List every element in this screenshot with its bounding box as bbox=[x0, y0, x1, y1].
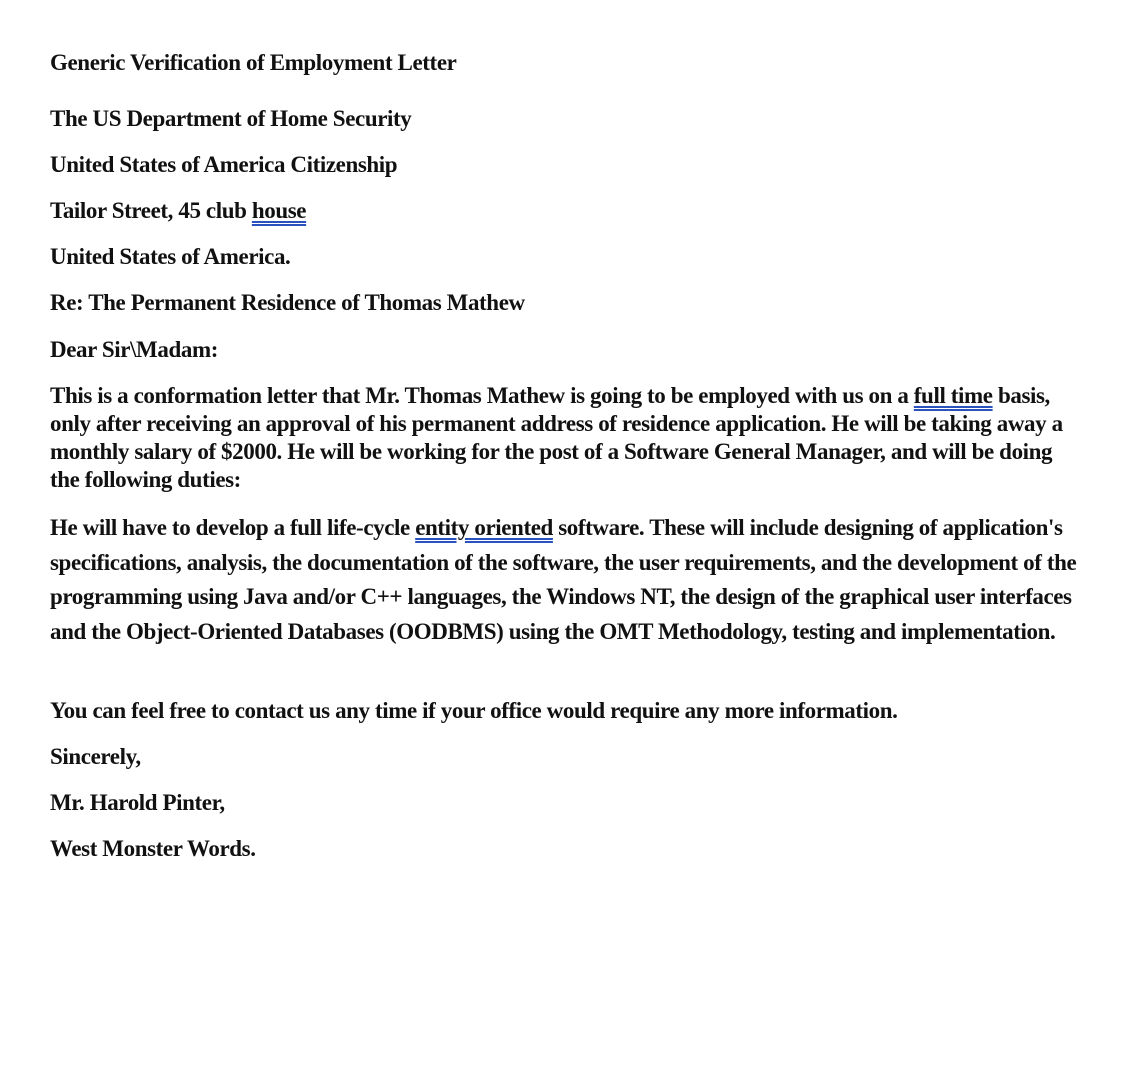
letter-title: Generic Verification of Employment Letter bbox=[50, 50, 457, 75]
paragraph-2-text-b: software. These will include designing of application's specifications, analysis, the documentation of the software, the user requirements, and the development of the programming using Java and/or C++ languages, the Windows NT, the design of the graphical user interfaces and the Object-Oriented Databases (OODBMS) using the OMT Methodology, testing and implementation. bbox=[50, 515, 1077, 644]
closing: Sincerely, bbox=[50, 744, 141, 769]
paragraph-1-text-a: This is a conformation letter that Mr. Thomas Mathew is going to be employed with us on a bbox=[50, 383, 914, 408]
paragraph-1-text-b: basis, only after receiving an approval of his permanent address of residence application. He will be taking away a monthly salary of $2000. He will be working for the post of a Software General Manager, and will be doing the following duties: bbox=[50, 383, 1063, 492]
recipient-country: United States of America. bbox=[50, 244, 291, 269]
recipient-line-1: The US Department of Home Security bbox=[50, 106, 412, 131]
paragraph-2-flagged-phrase: entity oriented bbox=[415, 515, 553, 540]
paragraph-2-text-a: He will have to develop a full life-cycle bbox=[50, 515, 416, 540]
body-paragraph-3: You can feel free to contact us any time if your office would require any more information. bbox=[50, 698, 898, 723]
street-flagged-word: house bbox=[251, 198, 307, 223]
paragraph-1-flagged-phrase: full time bbox=[913, 383, 993, 408]
organization-name: West Monster Words. bbox=[50, 836, 256, 861]
recipient-line-2: United States of America Citizenship bbox=[50, 152, 398, 177]
body-paragraph-2 bbox=[50, 511, 1080, 649]
subject-line: Re: The Permanent Residence of Thomas Mathew bbox=[50, 290, 525, 315]
street-text: Tailor Street, 45 club bbox=[50, 198, 252, 223]
salutation: Dear Sir\Madam: bbox=[50, 337, 218, 362]
recipient-street bbox=[50, 198, 306, 224]
body-paragraph-1 bbox=[50, 382, 1080, 494]
signer-name: Mr. Harold Pinter, bbox=[50, 790, 225, 815]
